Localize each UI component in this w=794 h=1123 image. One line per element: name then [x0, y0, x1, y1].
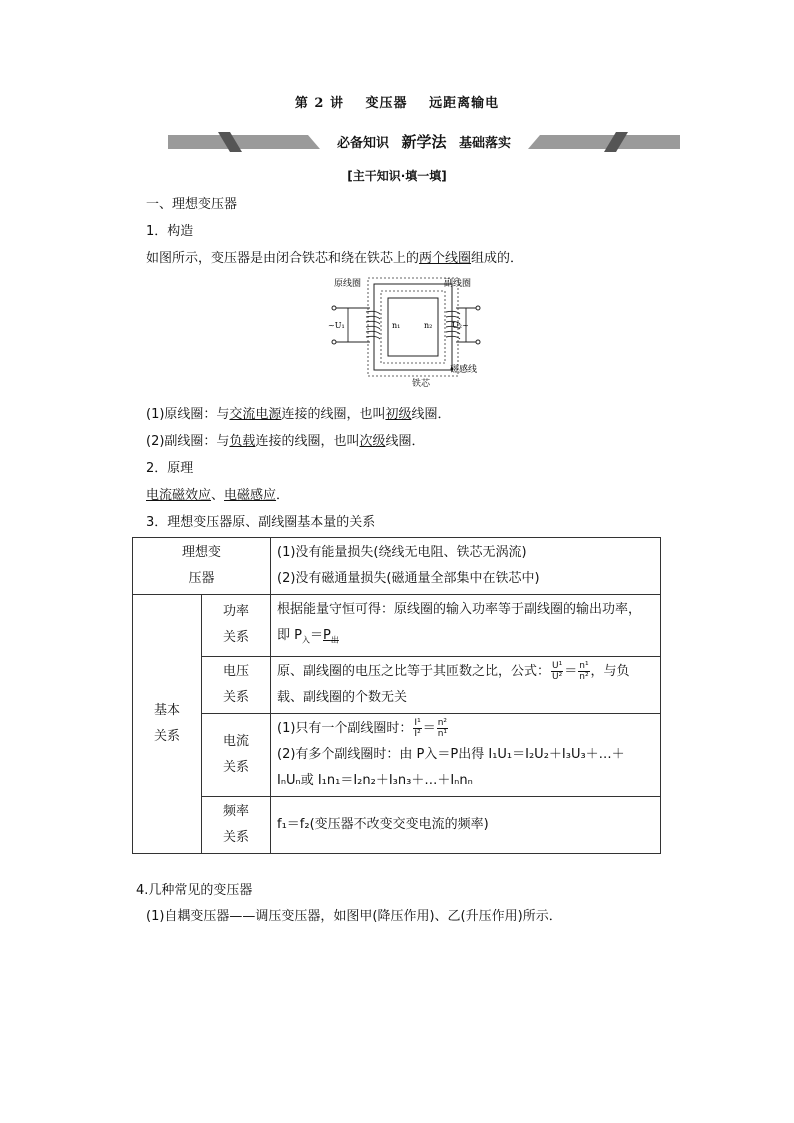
page-title: [0, 92, 794, 111]
coil2-line: (2)副线圈：与负载连接的线圈，也叫次级线圈．: [146, 434, 425, 449]
relation-table: [132, 537, 661, 854]
n2-label: n₂: [424, 321, 433, 330]
principle-heading: 2．原理: [146, 461, 194, 476]
table-row: 电流 关系 (1)只有一个副线圈时： $\frac{\text{I¹}}{\text{I²}}$ ＝ $\frac{\text{n²}}{\text{n¹}}$ (2)有多个副线圈时：由 P入＝P出得 I₁U₁＝I₂U₂＋I₃U₃＋…＋ IₙUₙ或 I₁n₁＝I₂n₂＋I₃n₃＋…＋Iₙnₙ: [133, 713, 661, 796]
u2-label: U₂~: [452, 321, 469, 330]
common-transformers-heading: 4.几种常见的变压器: [136, 883, 253, 898]
coil1-line: (1)原线圈：与交流电源连接的线圈，也叫初级线圈．: [146, 407, 451, 422]
u1-label: ~U₁: [328, 321, 345, 330]
table-row: 理想变 压器 (1)没有能量损失(绕线无电阻、铁芯无涡流) (2)没有磁通量损失(磁通量全部集中在铁芯中): [133, 538, 661, 595]
lecture-number: 第 2 讲: [294, 96, 344, 111]
banner-right: 基础落实: [459, 136, 512, 151]
flux-label: 磁感线: [450, 365, 478, 375]
banner-center: 新学法: [401, 133, 447, 151]
topic-transformer: 变压器: [365, 96, 408, 111]
topic-transmission: 远距离输电: [429, 96, 500, 111]
structure-heading: 1．构造: [146, 224, 194, 239]
transformer-diagram: [326, 272, 486, 390]
secondary-coil-label: 副线圈: [444, 279, 472, 289]
table-row: 电压 关系 原、副线圈的电压之比等于其匝数之比，公式： $\frac{\text{U¹}}{\text{U²}}$ ＝ $\frac{\text{n¹}}{\text{n²}}$ ，与负 载、副线圈的个数无关: [133, 656, 661, 713]
subheading: [主干知识·填一填]: [347, 169, 447, 183]
section-banner: [168, 132, 680, 152]
n1-label: n₁: [392, 321, 401, 330]
structure-desc: 如图所示，变压器是由闭合铁芯和绕在铁芯上的两个线圈组成的．: [146, 251, 524, 266]
primary-coil-label: 原线圈: [334, 279, 362, 289]
relation-heading: 3．理想变压器原、副线圈基本量的关系: [146, 515, 376, 530]
autotransformer-text: (1)自耦变压器——调压变压器，如图甲(降压作用)、乙(升压作用)所示．: [146, 909, 562, 924]
table-row: 基本 关系 功率 关系 根据能量守恒可得：原线圈的输入功率等于副线圈的输出功率， 即 $P_入=P_出$: [133, 595, 661, 657]
table-row: 频率 关系 f₁＝f₂(变压器不改变交变电流的频率): [133, 796, 661, 853]
blank-two-coils: 两个线圈: [419, 251, 472, 266]
section-title: 一、理想变压器: [146, 197, 238, 212]
core-label: 铁芯: [412, 379, 431, 389]
banner-left: 必备知识: [336, 136, 389, 151]
banner-text: [168, 132, 680, 152]
principle-text: 电流磁效应、电磁感应．: [146, 488, 290, 503]
